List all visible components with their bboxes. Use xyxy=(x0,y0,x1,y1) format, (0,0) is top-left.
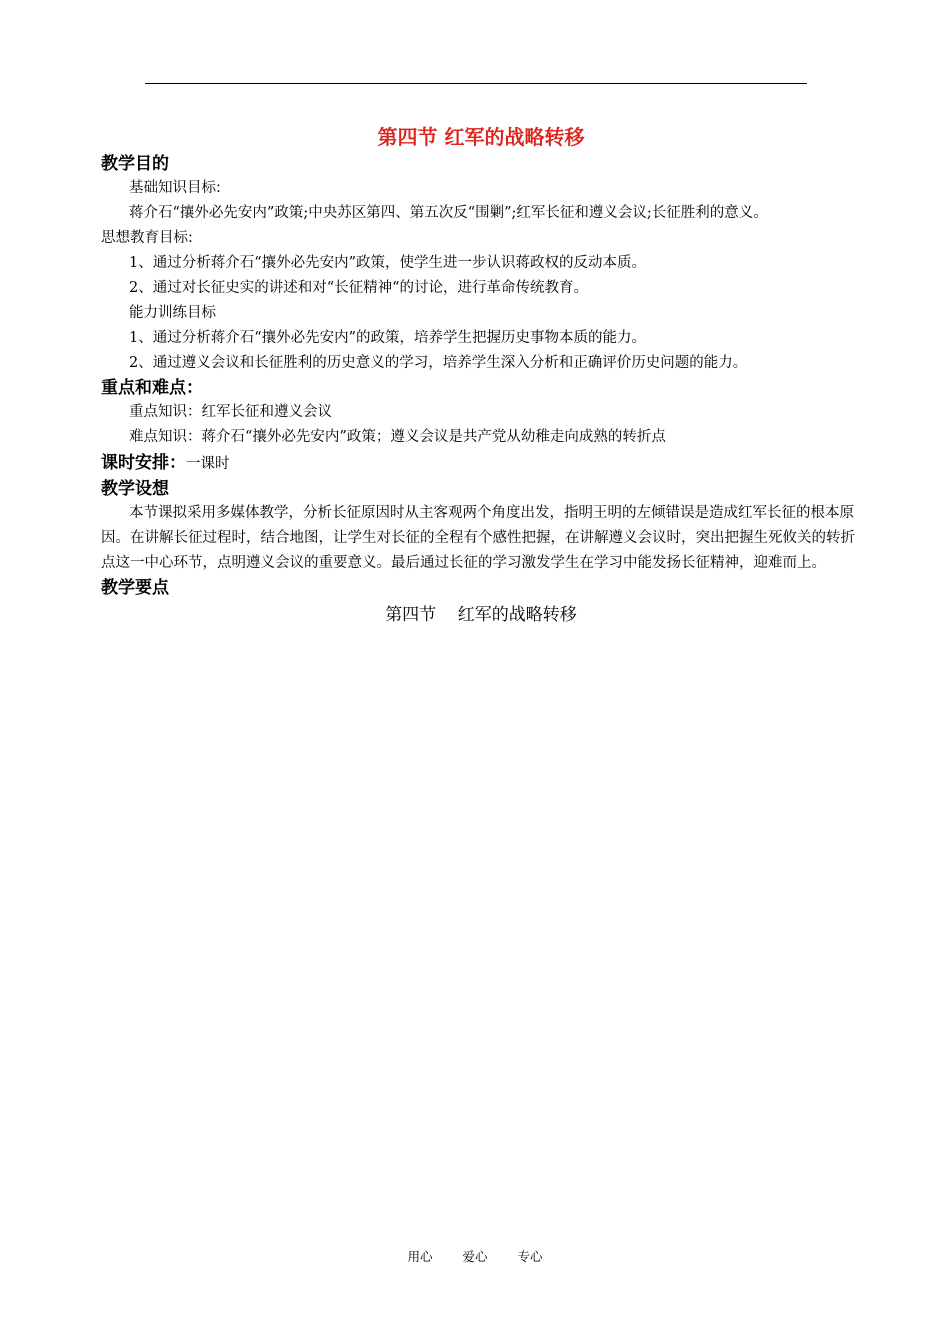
footer-item: 爱心 xyxy=(462,1249,488,1264)
ideology-heading: 思想教育目标: xyxy=(101,230,193,246)
ability-heading: 能力训练目标 xyxy=(129,305,216,321)
ability-item: 2、通过遵义会议和长征胜利的历史意义的学习，培养学生深入分析和正确评价历史问题的能力。 xyxy=(129,355,748,371)
footer-item: 专心 xyxy=(517,1249,543,1264)
essentials-subtitle: 第四节 红军的战略转移 xyxy=(385,605,577,625)
schedule-row xyxy=(101,450,861,477)
page-footer xyxy=(0,1248,950,1266)
focus-value: 红军长征和遵义会议 xyxy=(201,404,332,420)
document-content xyxy=(101,122,861,630)
knowledge-text: 蒋介石“攘外必先安内”政策;中央苏区第四、第五次反“围剿”;红军长征和遵义会议;长征胜利的意义。 xyxy=(129,205,768,221)
focus-row xyxy=(101,400,861,425)
schedule-heading: 课时安排： xyxy=(101,453,186,473)
knowledge-heading: 基础知识目标: xyxy=(129,180,221,196)
ability-item: 1、通过分析蒋介石“攘外必先安内”的政策，培养学生把握历史事物本质的能力。 xyxy=(129,330,647,346)
focus-label: 重点知识： xyxy=(129,404,202,420)
design-heading: 教学设想 xyxy=(101,479,169,499)
schedule-value: 一课时 xyxy=(186,456,230,472)
essentials-heading: 教学要点 xyxy=(101,578,169,598)
objectives-heading: 教学目的 xyxy=(101,154,169,174)
design-text: 本节课拟采用多媒体教学，分析长征原因时从主客观两个角度出发，指明王明的左倾错误是造成红军长征的根本原因。在讲解长征过程时，结合地图，让学生对长征的全程有个感性把握，在讲解遵义会议时，突出把握生死攸关的转折点这一中心环节，点明遵义会议的重要意义。最后通过长征的学习激发学生在学习中能发扬长征精神，迎难而上。 xyxy=(101,505,855,571)
difficulty-row xyxy=(101,425,861,450)
footer-item: 用心 xyxy=(407,1249,433,1264)
header-rule xyxy=(145,83,807,84)
key-points-heading: 重点和难点： xyxy=(101,378,203,398)
difficulty-value: 蒋介石“攘外必先安内”政策；遵义会议是共产党从幼稚走向成熟的转折点 xyxy=(201,429,666,445)
ideology-item: 2、通过对长征史实的讲述和对“长征精神“的讨论，进行革命传统教育。 xyxy=(129,280,589,296)
difficulty-label: 难点知识： xyxy=(129,429,202,445)
page-title: 第四节 红军的战略转移 xyxy=(377,125,585,149)
ideology-item: 1、通过分析蒋介石“攘外必先安内”政策，使学生进一步认识蒋政权的反动本质。 xyxy=(129,255,647,271)
